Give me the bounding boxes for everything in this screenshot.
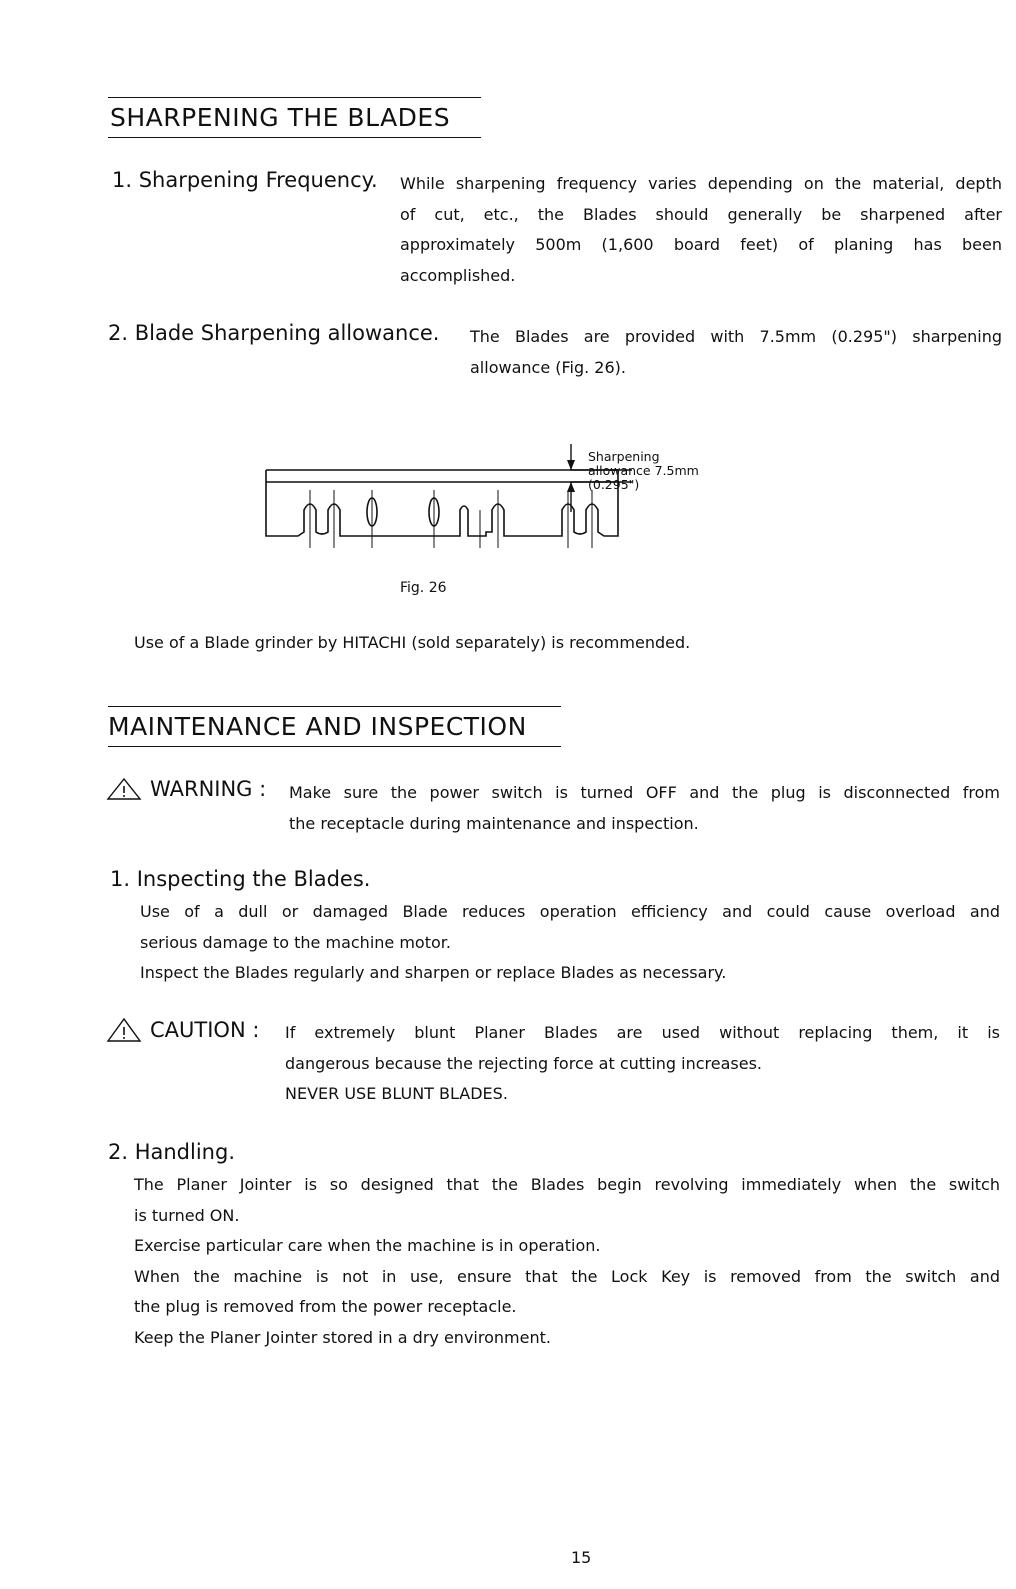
text-line: Use of a dull or damaged Blade reduces operation efficiency and could cause overload and <box>140 902 1000 921</box>
section2-title: MAINTENANCE AND INSPECTION <box>108 712 527 741</box>
handling-heading: 2. Handling. <box>108 1140 235 1164</box>
caution-label <box>106 1017 259 1043</box>
text-line: of cut, etc., the Blades should generally be sharpened after <box>400 204 1002 224</box>
text-line: dangerous because the rejecting force at cutting increases. <box>285 1053 762 1073</box>
section1-rule-bottom <box>108 137 481 138</box>
text-line: Exercise particular care when the machine is in operation. <box>134 1236 601 1255</box>
caution-body <box>285 1018 1000 1110</box>
warning-label <box>106 777 266 801</box>
text-line: NEVER USE BLUNT BLADES. <box>285 1084 508 1103</box>
page-number: 15 <box>571 1548 592 1567</box>
text-line: While sharpening frequency varies depending on the material, depth <box>400 174 1002 193</box>
sharpening-allowance-heading: 2. Blade Sharpening allowance. <box>108 321 440 345</box>
text-line: allowance (Fig. 26). <box>470 357 626 377</box>
figure-caption: Fig. 26 <box>400 580 447 596</box>
grinder-note: Use of a Blade grinder by HITACHI (sold separately) is recommended. <box>134 633 691 652</box>
section2-rule-top <box>108 706 561 707</box>
text-line: is turned ON. <box>134 1205 240 1225</box>
text-line: serious damage to the machine motor. <box>140 932 451 952</box>
caution-triangle-icon <box>106 1017 142 1043</box>
warning-triangle-icon <box>106 777 142 801</box>
warning-text: WARNING : <box>150 777 267 801</box>
text-line: If extremely blunt Planer Blades are used without replacing them, it is <box>285 1023 1000 1042</box>
inspecting-heading: 1. Inspecting the Blades. <box>110 867 371 891</box>
warning-body <box>289 778 1000 839</box>
sharpening-frequency-text <box>400 169 1002 291</box>
text-line: Make sure the power switch is turned OFF and the plug is disconnected from <box>289 783 1000 802</box>
text-line: the receptacle during maintenance and inspection. <box>289 813 699 833</box>
section1-title: SHARPENING THE BLADES <box>110 103 451 132</box>
figure-label-line: allowance 7.5mm <box>588 463 699 478</box>
figure-label-line: Sharpening <box>588 449 660 464</box>
sharpening-frequency-heading: 1. Sharpening Frequency. <box>112 168 378 192</box>
figure-label-line: (0.295") <box>588 477 640 492</box>
section2-rule-bottom <box>108 746 561 747</box>
text-line: Keep the Planer Jointer stored in a dry environment. <box>134 1327 551 1347</box>
caution-text: CAUTION : <box>150 1018 260 1042</box>
text-line: The Planer Jointer is so designed that the Blades begin revolving immediately when the switch <box>134 1175 1000 1194</box>
sharpening-allowance-text <box>470 322 1002 383</box>
text-line: approximately 500m (1,600 board feet) of planing has been <box>400 235 1002 254</box>
text-line: When the machine is not in use, ensure that the Lock Key is removed from the switch and <box>134 1266 1000 1286</box>
handling-text <box>134 1170 1000 1353</box>
text-line: the plug is removed from the power receptacle. <box>134 1297 517 1316</box>
section1-rule-top <box>108 97 481 98</box>
text-line: The Blades are provided with 7.5mm (0.295") sharpening <box>470 327 1002 346</box>
text-line: Inspect the Blades regularly and sharpen or replace Blades as necessary. <box>140 963 727 982</box>
figure-label <box>588 450 699 492</box>
text-line: accomplished. <box>400 265 516 285</box>
inspecting-text <box>140 897 1000 989</box>
